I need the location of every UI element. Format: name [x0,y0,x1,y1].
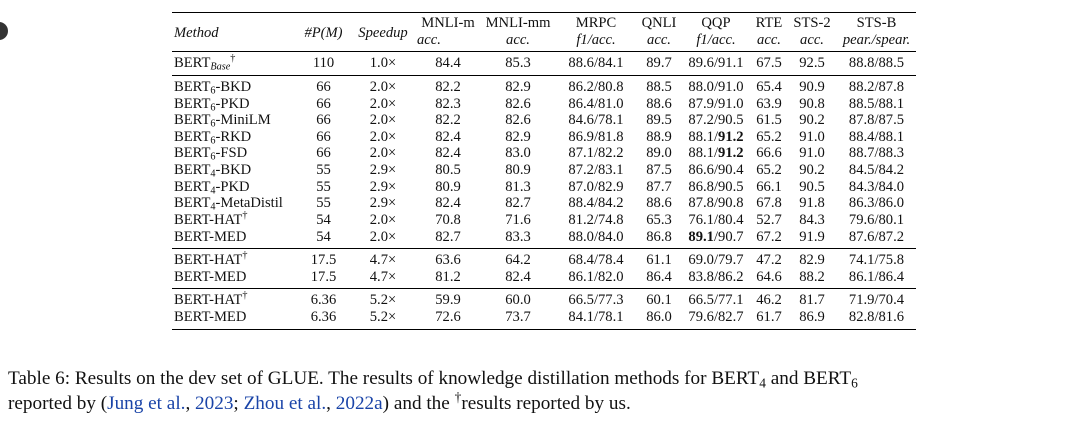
cell-stsb: 79.6/80.1 [848,211,905,228]
cell-mnli-m: 70.8 [435,211,461,228]
cell-qnli: 88.5 [646,78,672,95]
method-name: BERT-HAT [174,211,243,228]
cell-mnli-m: 82.4 [435,195,461,212]
citation-link-jung[interactable]: Jung et al. [107,393,186,414]
table-group-2 [172,249,916,289]
method-name: BERT [174,78,211,95]
header-mnli-mm: MNLI-mm [485,15,551,31]
cell-mnli-m: 82.3 [435,95,461,112]
header-qnli: QNLI [641,15,677,31]
method-cell [172,249,296,269]
cell-mnli-mm: 82.6 [505,95,531,112]
cell-params: 110 [312,55,335,72]
table-header [172,13,916,52]
cell-rte: 63.9 [756,95,782,112]
cell-mnli-m: 84.4 [435,55,461,72]
cell-mnli-mm: 83.3 [505,228,531,245]
cell-mrpc: 66.5/77.3 [568,292,624,309]
cell-speedup: 2.0× [369,228,397,245]
method-cell [172,52,296,76]
cell-speedup: 2.0× [369,145,397,162]
header-sts2: STS-2 [793,15,831,31]
cell-qqp-bold-part: 89.1 [688,228,714,245]
method-suffix: -RKD [215,128,252,145]
cell-qqp: 66.5/77.1 [688,292,744,309]
cell-sts2: 86.9 [799,309,825,325]
table-row [172,195,916,212]
cell-speedup: 2.0× [369,78,397,95]
cell-mrpc: 88.6/84.1 [568,55,624,72]
table-group-3 [172,289,916,329]
method-cell [172,309,296,329]
table-row [172,309,916,329]
table-row [172,162,916,179]
header-rte: RTE [755,15,783,31]
method-cell [172,75,296,95]
cell-stsb: 74.1/75.8 [848,252,905,269]
method-name: BERT [174,145,211,162]
cell-mnli-m: 82.4 [435,145,461,162]
cell-sts2: 90.2 [799,112,825,129]
cell-qqp: 87.9/91.0 [688,95,744,112]
cell-params: 66 [316,145,331,162]
cell-stsb: 84.5/84.2 [848,162,905,178]
cell-qqp: 86.6/90.4 [688,162,744,178]
cell-qqp: 76.1/80.4 [688,211,744,228]
method-sub: 4 [210,168,216,180]
cell-params: 66 [316,112,331,129]
cell-params: 55 [316,195,331,212]
cell-params: 6.36 [310,292,337,309]
cell-stsb: 88.4/88.1 [848,128,905,145]
table-row [172,212,916,229]
caption-sep-1: , [185,393,196,414]
table-row [172,112,916,129]
metric-rte: acc. [757,31,781,48]
cell-qqp: 86.8/90.5 [688,178,744,195]
cell-stsb: 88.8/88.5 [848,55,905,72]
header-speedup: Speedup [358,24,408,41]
results-table [172,12,916,330]
cell-sts2: 92.5 [799,55,825,72]
method-dagger: † [242,250,248,262]
caption-text-4: ) and the [382,393,455,414]
cell-mnli-mm: 82.9 [505,78,531,95]
cell-qqp: 89.6/91.1 [688,55,744,72]
method-sub: 6 [210,85,216,97]
cell-rte: 65.2 [756,162,782,178]
cell-qqp: 69.0/79.7 [688,252,744,269]
cell-speedup: 2.9× [369,162,397,178]
caption-semi: ; [233,393,244,414]
method-suffix: -BKD [215,162,252,178]
cell-qqp-bold-part: 91.2 [718,145,744,162]
cell-mnli-mm: 82.7 [505,195,531,212]
cell-rte: 52.7 [756,211,782,228]
table-row [172,269,916,289]
cell-params: 17.5 [310,252,337,269]
cell-rte: 65.2 [756,128,782,145]
method-name: BERT [174,112,211,129]
method-cell [172,212,296,229]
cell-rte: 46.2 [756,292,782,309]
cell-params: 17.5 [310,268,337,285]
method-name: BERT [174,162,211,178]
cell-mnli-m: 82.7 [435,228,461,245]
caption-line-1 [8,366,1078,391]
method-name: BERT [174,95,211,112]
cell-mrpc: 84.6/78.1 [568,112,624,129]
table-row [172,179,916,196]
method-name: BERT-HAT [174,252,243,269]
citation-link-zhou[interactable]: Zhou et al. [243,393,327,414]
method-cell [172,129,296,146]
cell-stsb: 88.7/88.3 [848,145,905,162]
method-name: BERT [174,178,211,195]
method-dagger: † [242,210,248,222]
method-name: BERT [174,55,211,72]
cell-stsb: 71.9/70.4 [848,292,905,309]
cell-mrpc: 88.0/84.0 [568,228,624,245]
cell-speedup: 5.2× [369,292,397,309]
method-cell [172,269,296,289]
caption-sub-2: 6 [851,375,858,391]
cell-mnli-m: 80.9 [435,178,461,195]
metric-mrpc: f1/acc. [576,31,616,48]
cell-qqp-part: 88.1/ [688,128,719,145]
caption-line-2 [8,391,1078,416]
cell-stsb: 82.8/81.6 [848,309,905,325]
cell-rte: 64.6 [756,268,782,285]
caption-sep-2: , [326,393,336,414]
cell-qqp-part: 88.1/ [688,145,719,162]
caption-sub-1: 4 [759,375,766,391]
cell-mnli-m: 59.9 [435,292,461,309]
cell-qqp: 88.0/91.0 [688,78,744,95]
cell-qqp [681,229,751,249]
header-stsb: STS-B [856,15,897,31]
cell-stsb: 87.8/87.5 [848,112,905,129]
cell-qnli: 60.1 [646,292,672,309]
cell-sts2: 91.9 [799,228,825,245]
method-sub: 6 [210,102,216,114]
cell-qnli: 88.9 [646,128,672,145]
method-suffix: -PKD [215,178,250,195]
cell-stsb: 87.6/87.2 [848,228,905,245]
cell-mrpc: 86.9/81.8 [568,128,624,145]
method-sub: 4 [210,201,216,213]
method-sub: Base [210,61,231,73]
table-row [172,249,916,269]
metric-mnli-mm: acc. [506,31,530,48]
method-name: BERT-MED [174,268,247,285]
cell-mrpc: 88.4/84.2 [568,195,624,212]
caption-text-5: results reported by us. [461,393,631,414]
cell-sts2: 84.3 [799,211,825,228]
table-row [172,75,916,95]
cell-rte: 67.5 [756,55,782,72]
method-name: BERT [174,128,211,145]
citation-link-jung-year[interactable]: 2023 [195,393,234,414]
cell-mnli-mm: 82.9 [505,128,531,145]
cell-rte: 61.5 [756,112,782,129]
cell-speedup: 2.0× [369,112,397,129]
header-params: #P(M) [304,24,343,41]
cell-mnli-m: 72.6 [435,309,461,325]
cell-qnli: 65.3 [646,211,672,228]
method-name: BERT [174,195,211,212]
method-name: BERT-MED [174,228,247,245]
cell-mnli-m: 82.4 [435,128,461,145]
cell-qnli: 86.0 [646,309,672,325]
cell-speedup: 2.0× [369,128,397,145]
cell-speedup: 2.0× [369,95,397,112]
table-row [172,52,916,76]
header-mnli-m: MNLI-m [421,15,475,31]
cell-mrpc: 87.2/83.1 [568,162,624,178]
metric-qnli: acc. [647,31,671,48]
cell-sts2: 81.7 [799,292,825,309]
metric-sts2: acc. [800,31,824,48]
table-row [172,289,916,309]
cell-qnli: 89.5 [646,112,672,129]
cell-sts2: 91.0 [799,145,825,162]
cell-stsb: 86.1/86.4 [848,268,905,285]
method-dagger: † [242,290,248,302]
cell-mnli-mm: 73.7 [505,309,531,325]
cell-stsb: 84.3/84.0 [848,178,905,195]
cell-mnli-mm: 82.6 [505,112,531,129]
cell-params: 66 [316,78,331,95]
cell-stsb: 88.5/88.1 [848,95,905,112]
cell-mnli-mm: 83.0 [505,145,531,162]
cell-mnli-mm: 71.6 [505,211,531,228]
cell-rte: 47.2 [756,252,782,269]
cell-rte: 61.7 [756,309,782,325]
cell-mnli-mm: 80.9 [505,162,531,178]
cell-qqp: 83.8/86.2 [688,268,744,285]
cell-mrpc: 87.0/82.9 [568,178,624,195]
cell-mrpc: 86.2/80.8 [568,78,624,95]
cell-mnli-mm: 81.3 [505,178,531,195]
cell-mrpc: 81.2/74.8 [568,211,624,228]
method-name: BERT-MED [174,309,247,325]
cell-mrpc: 84.1/78.1 [568,309,624,325]
citation-link-zhou-year[interactable]: 2022a [335,393,383,414]
cell-params: 55 [316,162,331,178]
table-row [172,229,916,249]
edge-circle-mark [0,22,8,40]
method-cell [172,229,296,249]
cell-params: 66 [316,128,331,145]
cell-mnli-mm: 82.4 [505,268,531,285]
table-row [172,129,916,146]
method-sub: 6 [210,151,216,163]
method-cell [172,112,296,129]
cell-stsb: 86.3/86.0 [848,195,905,212]
cell-sts2: 91.8 [799,195,825,212]
caption-text-1: Table 6: Results on the dev set of GLUE. The results of knowledge distillation methods for BERT [8,368,760,389]
cell-speedup: 4.7× [369,252,397,269]
cell-sts2: 82.9 [799,252,825,269]
cell-rte: 67.8 [756,195,782,212]
cell-qnli: 89.7 [646,55,672,72]
cell-params: 6.36 [310,309,337,325]
cell-qqp: 87.2/90.5 [688,112,744,129]
cell-qqp: 87.8/90.8 [688,195,744,212]
method-suffix: -MetaDistil [215,195,283,212]
metric-stsb: pear./spear. [842,31,911,48]
cell-qqp-part: /90.7 [713,228,744,245]
method-sub: 6 [210,135,216,147]
method-cell [172,162,296,179]
cell-mnli-m: 63.6 [435,252,461,269]
caption-text-3: reported by ( [8,393,108,414]
cell-speedup: 2.9× [369,195,397,212]
cell-speedup: 2.9× [369,178,397,195]
cell-sts2: 90.5 [799,178,825,195]
method-suffix: -FSD [215,145,248,162]
method-suffix: -MiniLM [215,112,271,129]
cell-params: 55 [316,178,331,195]
method-suffix: -BKD [215,78,252,95]
table-caption [8,366,1078,416]
cell-speedup: 2.0× [369,211,397,228]
cell-params: 54 [316,228,331,245]
cell-mrpc: 86.4/81.0 [568,95,624,112]
cell-rte: 67.2 [756,228,782,245]
caption-text-2: and BERT [765,368,852,389]
cell-sts2: 90.9 [799,78,825,95]
method-dagger: † [230,53,236,65]
cell-sts2: 91.0 [799,128,825,145]
cell-speedup: 5.2× [369,309,397,325]
cell-qnli: 87.7 [646,178,672,195]
cell-mnli-mm: 60.0 [505,292,531,309]
cell-sts2: 90.2 [799,162,825,178]
cell-params: 54 [316,211,331,228]
header-method: Method [174,24,219,41]
method-cell [172,96,296,113]
method-sub: 4 [210,185,216,197]
cell-rte: 65.4 [756,78,782,95]
method-cell [172,195,296,212]
cell-qnli: 87.5 [646,162,672,178]
method-suffix: -PKD [215,95,250,112]
cell-qnli: 86.4 [646,268,672,285]
header-mrpc: MRPC [575,15,617,31]
table-row [172,145,916,162]
cell-mnli-m: 80.5 [435,162,461,178]
cell-qnli: 86.8 [646,228,672,245]
dagger-mark: † [454,389,462,405]
method-cell [172,289,296,309]
cell-qqp [681,129,751,146]
cell-qnli: 88.6 [646,195,672,212]
method-cell [172,145,296,162]
cell-speedup: 1.0× [369,55,397,72]
metric-qqp: f1/acc. [696,31,736,48]
method-sub: 6 [210,118,216,130]
cell-mnli-m: 82.2 [435,112,461,129]
method-name: BERT-HAT [174,292,243,309]
header-qqp: QQP [701,15,731,31]
cell-mnli-m: 81.2 [435,268,461,285]
cell-rte: 66.6 [756,145,782,162]
cell-mnli-mm: 85.3 [505,55,531,72]
cell-stsb: 88.2/87.8 [848,78,905,95]
cell-qnli: 88.6 [646,95,672,112]
table-group-1 [172,75,916,248]
cell-mnli-m: 82.2 [435,78,461,95]
table-group-0 [172,52,916,76]
cell-qqp-bold-part: 91.2 [718,128,744,145]
cell-qqp: 79.6/82.7 [688,309,744,325]
cell-speedup: 4.7× [369,268,397,285]
cell-sts2: 88.2 [799,268,825,285]
cell-qnli: 89.0 [646,145,672,162]
cell-mrpc: 68.4/78.4 [568,252,624,269]
cell-mrpc: 87.1/82.2 [568,145,624,162]
cell-mnli-mm: 64.2 [505,252,531,269]
cell-mrpc: 86.1/82.0 [568,268,624,285]
cell-qqp [681,145,751,162]
method-cell [172,179,296,196]
table-row [172,96,916,113]
cell-params: 66 [316,95,331,112]
cell-rte: 66.1 [756,178,782,195]
metric-mnli-m: acc. [417,31,441,48]
cell-sts2: 90.8 [799,95,825,112]
cell-qnli: 61.1 [646,252,672,269]
